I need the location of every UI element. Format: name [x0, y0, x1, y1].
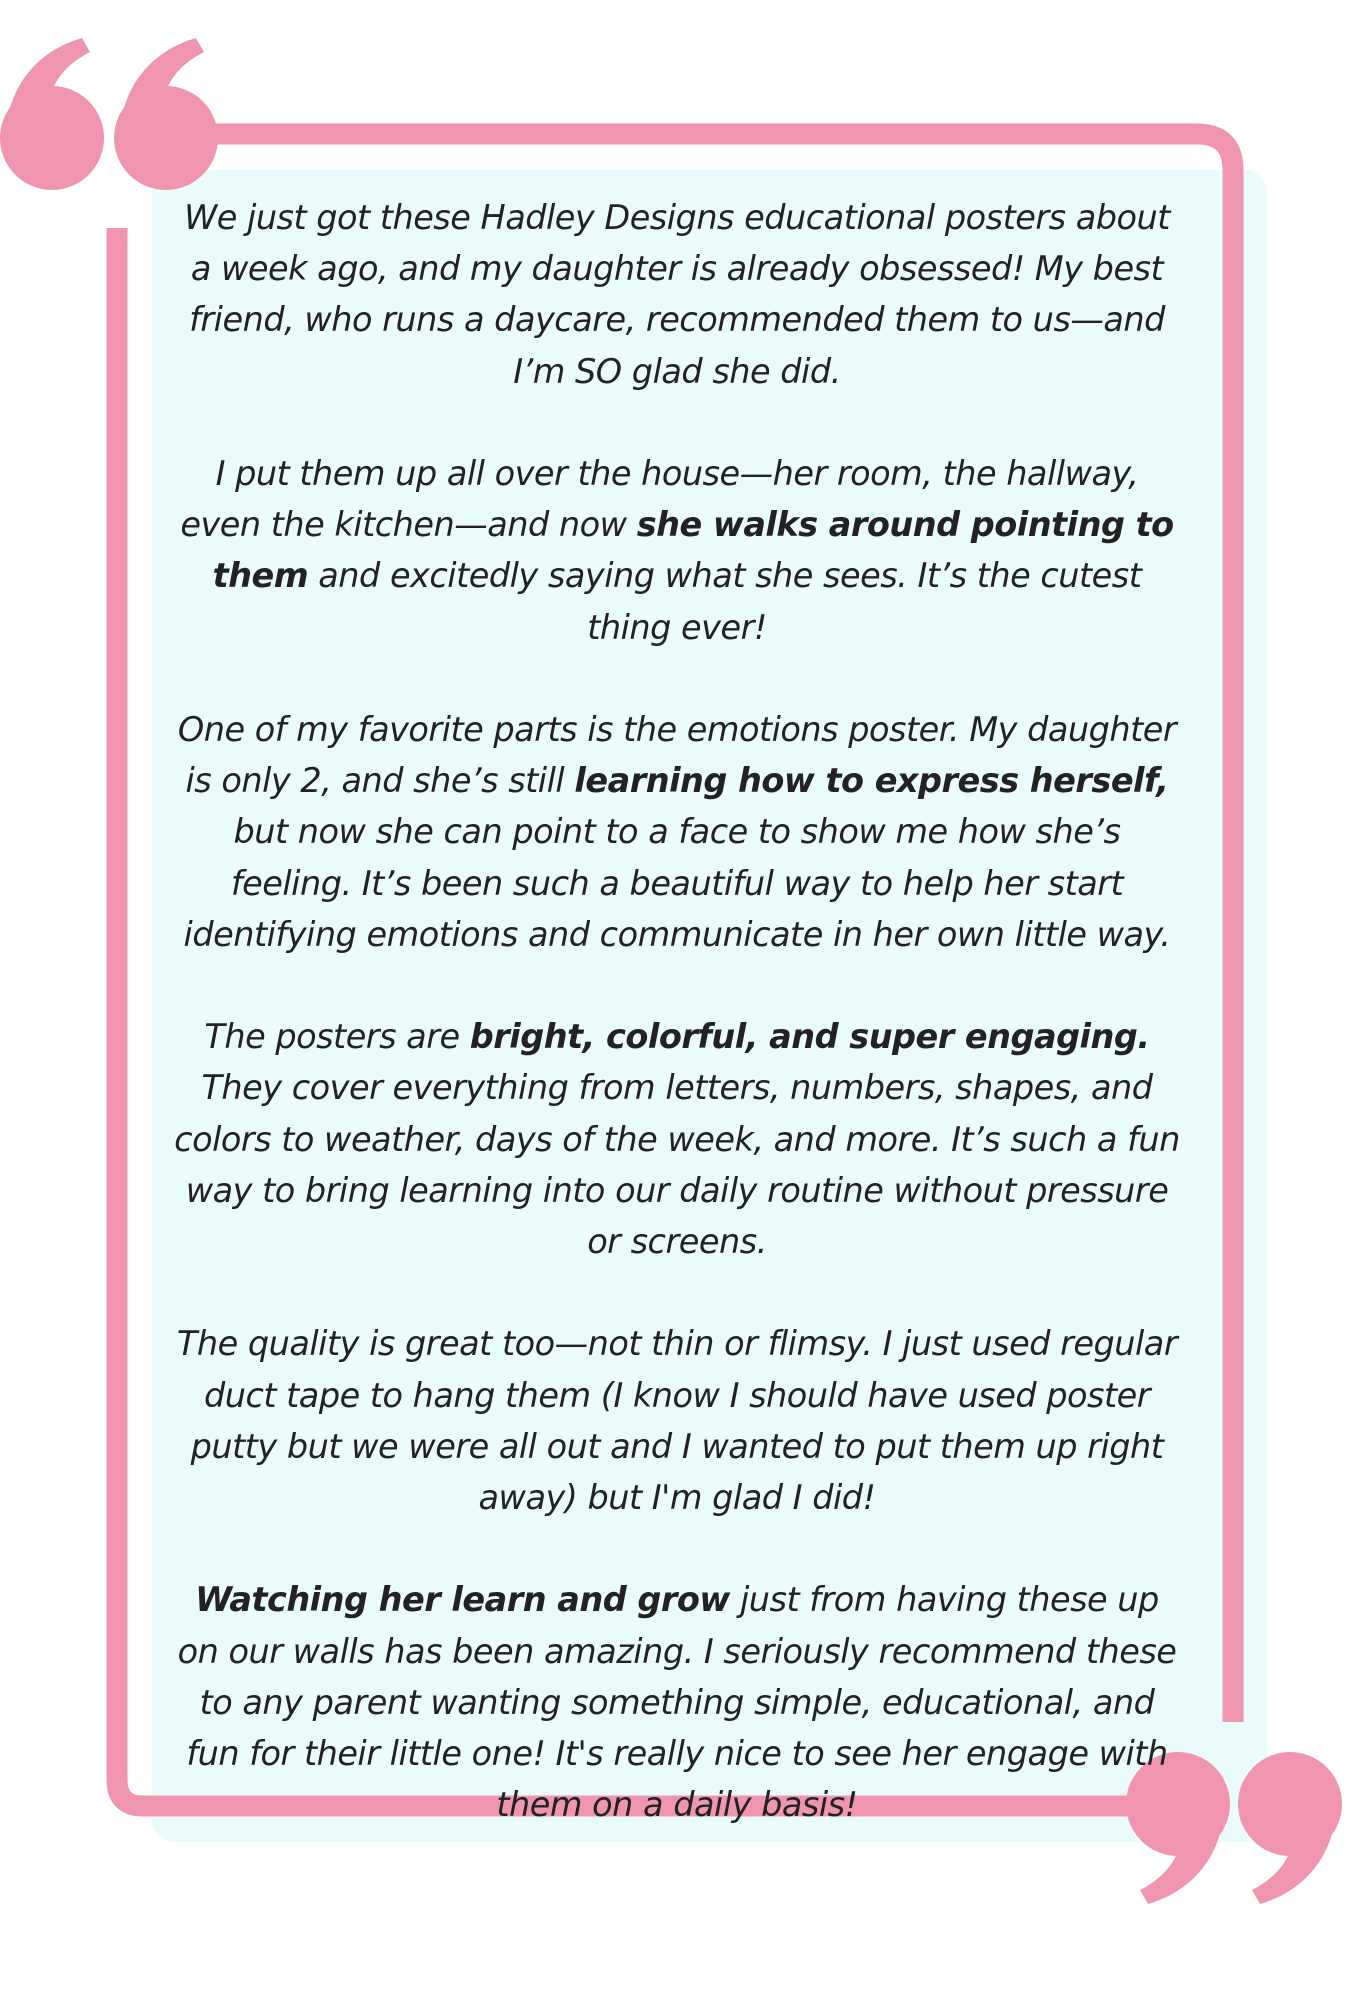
- review-text: but now she can point to a face to show me how she’s feeling. It’s been such a beautiful way to help her start identifying emotions and communicate in her own little way.: [183, 812, 1171, 954]
- review-text: and excitedly saying what she sees. It’s the cutest thing ever!: [308, 556, 1142, 647]
- review-text: One of my favorite parts is the emotions poster. My daughter is only 2, and she’s still: [177, 710, 1177, 801]
- review-paragraph-4: [172, 1011, 1182, 1267]
- review-text: They cover everything from letters, numbers, shapes, and colors to weather, days of the week, and more. It’s such a fun way to bring learning into our daily routine without pressure or screens.: [174, 1068, 1180, 1262]
- review-text: We just got these Hadley Designs educational posters about a week ago, and my daughter is already obsessed! My best friend, who runs a daycare, recommended them to us—and I’m SO glad she did.: [184, 198, 1170, 391]
- review-text: just from having these up on our walls has been amazing. I seriously recommend these to any parent wanting something simple, educational, and fun for their little one! It's really nice to see her engage with them on a daily basis!: [177, 1580, 1177, 1825]
- review-text: The quality is great too—not thin or flimsy. I just used regular duct tape to hang them (I know I should have used poster putty but we were all out and I wanted to put them up right away) but I'm glad I did!: [176, 1324, 1178, 1518]
- review-emphasis: bright, colorful, and super engaging.: [469, 1017, 1150, 1057]
- opening-quote-icon: [0, 38, 230, 198]
- review-paragraph-5: [172, 1318, 1182, 1523]
- review-text: The posters are: [204, 1017, 470, 1057]
- review-paragraph-1: [172, 192, 1182, 397]
- review-emphasis: learning how to express herself,: [574, 761, 1169, 801]
- review-paragraph-3: [172, 704, 1182, 960]
- testimonial-text: [172, 192, 1182, 1830]
- review-text: I put them up all over the house—her room, the hallway, even the kitchen—and now: [180, 454, 1139, 545]
- review-paragraph-2: [172, 448, 1182, 653]
- review-paragraph-6: [172, 1574, 1182, 1830]
- review-emphasis: she walks around pointing to them: [212, 505, 1174, 596]
- review-emphasis: Watching her learn and grow: [195, 1580, 730, 1620]
